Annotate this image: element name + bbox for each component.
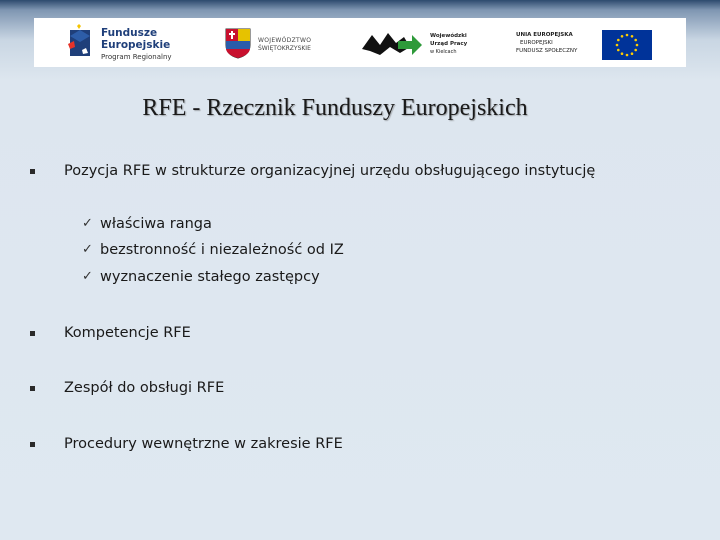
wup-logo-line2: Urząd Pracy	[430, 41, 468, 47]
fundusze-logo-line1: Fundusze	[101, 27, 158, 39]
eu-logo-line2: EUROPEJSKI	[520, 40, 553, 46]
bullet-text: Procedury wewnętrzne w zakresie RFE	[64, 436, 343, 452]
square-bullet-icon	[30, 169, 35, 174]
wup-logo-line3: w Kielcach	[430, 49, 457, 55]
fundusze-europejskie-emblem-icon	[66, 24, 92, 60]
wojewodztwo-logo-line2: ŚWIĘTOKRZYSKIE	[258, 45, 311, 52]
logo-bar	[34, 18, 686, 67]
checkmark-icon: ✓	[82, 216, 93, 231]
eu-logo-line1: UNIA EUROPEJSKA	[516, 32, 573, 38]
square-bullet-icon	[30, 331, 35, 336]
slide-title: RFE - Rzecznik Funduszy Europejskich	[142, 95, 528, 121]
fundusze-logo-line3: Program Regionalny	[101, 53, 172, 61]
eu-flag-icon	[602, 30, 652, 60]
wojewodztwo-logo-line1: WOJEWÓDZTWO	[258, 37, 312, 44]
bullet-text: Zespół do obsługi RFE	[64, 380, 225, 396]
bullet-text: Kompetencje RFE	[64, 325, 191, 341]
coat-of-arms-icon	[224, 27, 252, 59]
sub-item-text: wyznaczenie stałego zastępcy	[100, 269, 320, 285]
fundusze-logo-line2: Europejskie	[101, 39, 171, 51]
sub-item-text: właściwa ranga	[100, 216, 212, 232]
square-bullet-icon	[30, 442, 35, 447]
sub-item-text: bezstronność i niezależność od IZ	[100, 242, 344, 258]
checkmark-icon: ✓	[82, 242, 93, 257]
square-bullet-icon	[30, 386, 35, 391]
wup-emblem-icon	[360, 27, 424, 59]
checkmark-icon: ✓	[82, 269, 93, 284]
wup-logo-line1: Wojewódzki	[430, 33, 467, 39]
bullet-text: Pozycja RFE w strukturze organizacyjnej urzędu obsługującego instytucję	[64, 163, 596, 179]
eu-logo-line3: FUNDUSZ SPOŁECZNY	[516, 48, 578, 54]
